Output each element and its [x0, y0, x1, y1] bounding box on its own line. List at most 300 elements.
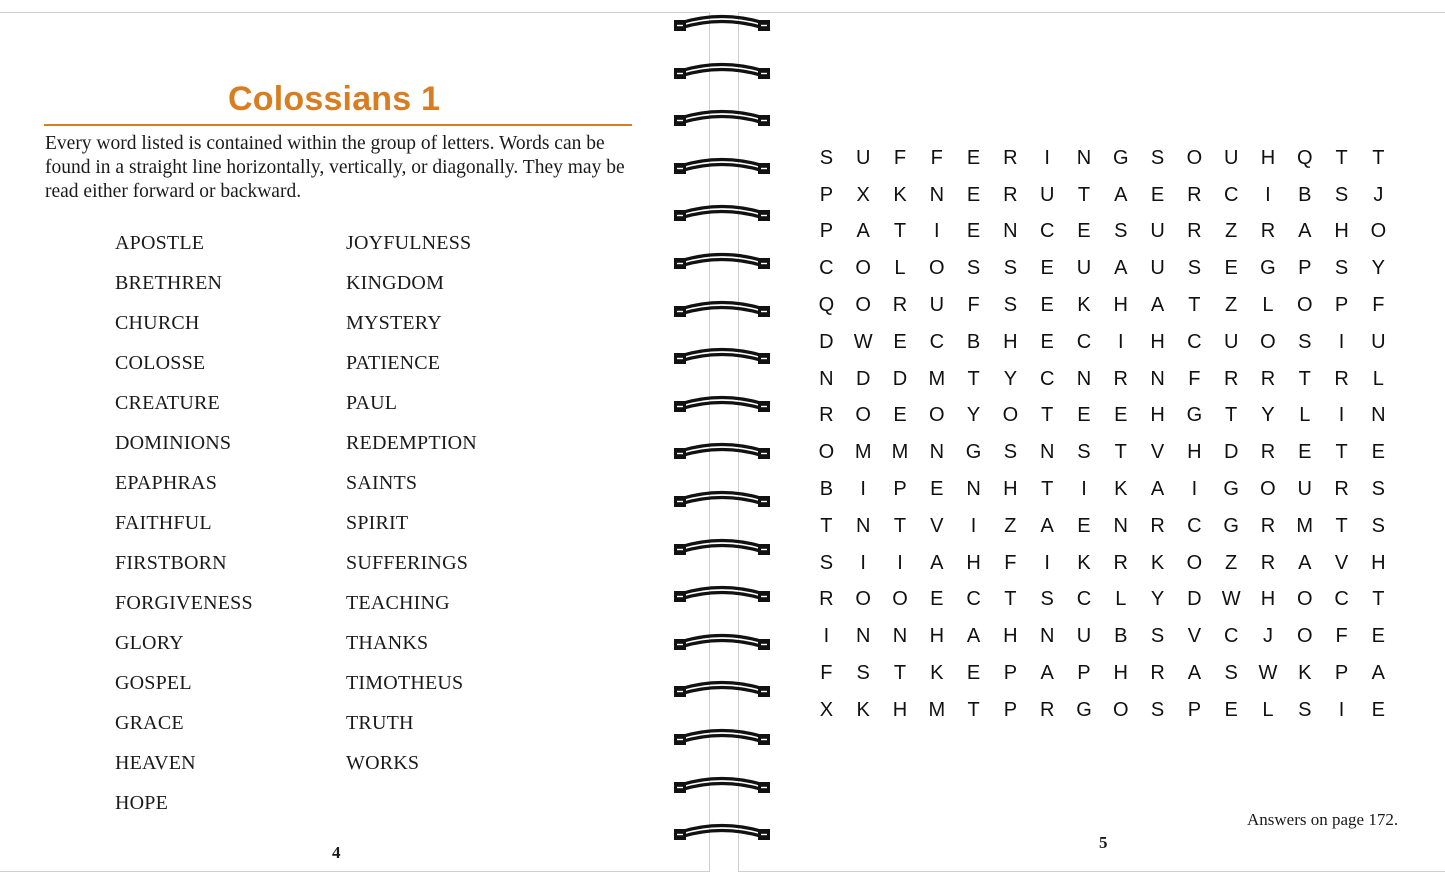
grid-letter: F: [1004, 551, 1017, 574]
word-list-item: JOYFULNESS: [346, 232, 472, 254]
grid-letter: F: [893, 146, 907, 169]
grid-letter: V: [1334, 551, 1349, 574]
grid-letter: S: [966, 257, 981, 280]
grid-letter: J: [1262, 625, 1273, 648]
grid-letter: O: [1186, 551, 1203, 574]
grid-letter: N: [1039, 625, 1055, 648]
grid-letter: S: [1334, 257, 1349, 280]
word-list-item: TRUTH: [346, 712, 414, 734]
grid-letter: C: [1076, 330, 1092, 353]
grid-letter: H: [892, 698, 908, 721]
grid-letter: H: [1003, 625, 1018, 648]
grid-letter: E: [893, 330, 907, 353]
grid-letter: H: [1150, 330, 1165, 353]
grid-letter: O: [1260, 478, 1276, 501]
grid-letter: V: [930, 514, 944, 537]
grid-letter: A: [966, 625, 981, 648]
grid-letter: I: [934, 220, 940, 243]
grid-letter: S: [1003, 294, 1018, 317]
grid-letter: D: [1223, 441, 1239, 464]
grid-letter: A: [1298, 220, 1312, 243]
grid-letter: R: [1187, 183, 1202, 206]
grid-letter: C: [1187, 514, 1202, 537]
grid-letter: E: [966, 220, 981, 243]
grid-letter: K: [893, 183, 907, 206]
grid-letter: G: [1223, 478, 1239, 501]
grid-letter: S: [1040, 588, 1054, 611]
grid-letter: H: [1003, 330, 1018, 353]
grid-letter: G: [1223, 514, 1239, 537]
spiral-binding-ring-icon: [674, 252, 770, 274]
word-list-item: CHURCH: [115, 312, 200, 334]
grid-letter: I: [823, 625, 830, 648]
grid-letter: P: [1334, 294, 1349, 317]
grid-letter: R: [1260, 441, 1276, 464]
grid-letter: E: [1077, 220, 1091, 243]
grid-letter: E: [1371, 441, 1386, 464]
spiral-binding-ring-icon: [674, 442, 770, 464]
grid-letter: U: [1297, 478, 1312, 501]
word-list-item: BRETHREN: [115, 272, 223, 294]
grid-letter: I: [970, 514, 977, 537]
grid-letter: V: [1187, 625, 1202, 648]
grid-letter: O: [892, 588, 908, 611]
grid-letter: G: [1186, 404, 1203, 427]
grid-letter: N: [929, 441, 945, 464]
grid-letter: W: [1221, 588, 1241, 611]
grid-letter: U: [1076, 257, 1092, 280]
grid-letter: M: [891, 441, 909, 464]
grid-letter: A: [1150, 478, 1165, 501]
spiral-binding-ring-icon: [674, 204, 770, 226]
grid-letter: O: [1186, 146, 1203, 169]
grid-letter: A: [1150, 294, 1165, 317]
grid-letter: E: [1077, 404, 1091, 427]
grid-letter: R: [1113, 551, 1128, 574]
grid-letter: S: [1224, 662, 1238, 685]
grid-letter: S: [1334, 183, 1349, 206]
grid-letter: O: [1296, 625, 1313, 648]
page-title: Colossians 1: [228, 80, 441, 118]
grid-letter: N: [1039, 441, 1055, 464]
grid-letter: D: [819, 330, 834, 353]
grid-letter: S: [1003, 257, 1018, 280]
grid-letter: S: [1371, 478, 1386, 501]
grid-letter: N: [966, 478, 981, 501]
grid-letter: T: [1114, 441, 1127, 464]
grid-letter: H: [1334, 220, 1349, 243]
spiral-binding-ring-icon: [674, 62, 770, 84]
grid-letter: R: [892, 294, 908, 317]
grid-letter: R: [1260, 551, 1276, 574]
grid-letter: S: [856, 662, 870, 685]
grid-letter: N: [1076, 146, 1092, 169]
grid-letter: G: [1112, 146, 1129, 169]
grid-letter: Z: [1225, 220, 1238, 243]
grid-letter: P: [1003, 662, 1018, 685]
grid-letter: X: [856, 183, 870, 206]
grid-letter: U: [1150, 257, 1165, 280]
grid-letter: K: [1150, 551, 1165, 574]
grid-letter: U: [1371, 330, 1386, 353]
page-number-right: 5: [1099, 833, 1108, 852]
grid-letter: E: [966, 662, 981, 685]
grid-letter: E: [1040, 294, 1054, 317]
grid-letter: P: [893, 478, 907, 501]
grid-letter: E: [1077, 514, 1091, 537]
grid-letter: O: [1112, 698, 1129, 721]
grid-letter: I: [1265, 183, 1271, 206]
spiral-binding-ring-icon: [674, 728, 770, 750]
grid-letter: F: [930, 146, 943, 169]
grid-letter: F: [1188, 367, 1201, 390]
grid-letter: A: [1298, 551, 1312, 574]
grid-letter: H: [966, 551, 981, 574]
grid-letter: T: [967, 698, 980, 721]
grid-letter: F: [967, 294, 980, 317]
grid-letter: X: [819, 698, 834, 721]
spiral-binding-ring-icon: [674, 157, 770, 179]
grid-letter: L: [1372, 367, 1384, 390]
grid-letter: T: [893, 220, 907, 243]
word-list-item: GOSPEL: [115, 672, 192, 694]
grid-letter: T: [967, 367, 980, 390]
spiral-binding: [674, 14, 770, 874]
grid-letter: I: [1081, 478, 1087, 501]
grid-letter: S: [819, 146, 834, 169]
grid-letter: M: [854, 441, 872, 464]
grid-letter: K: [930, 662, 944, 685]
grid-letter: C: [1187, 330, 1202, 353]
word-list-item: SAINTS: [346, 472, 418, 494]
word-list-item: HOPE: [115, 792, 169, 814]
spiral-binding-ring-icon: [674, 109, 770, 131]
grid-letter: T: [1335, 514, 1348, 537]
grid-letter: Y: [1003, 367, 1018, 390]
grid-letter: I: [1044, 146, 1050, 169]
grid-letter: R: [1260, 367, 1276, 390]
word-list-item: PAUL: [346, 392, 398, 414]
grid-letter: U: [929, 294, 945, 317]
grid-letter: O: [818, 441, 835, 464]
grid-letter: C: [929, 330, 945, 353]
grid-letter: C: [1039, 367, 1055, 390]
grid-letter: N: [892, 625, 908, 648]
spiral-binding-ring-icon: [674, 490, 770, 512]
grid-letter: Y: [1150, 588, 1165, 611]
grid-letter: A: [1114, 183, 1128, 206]
word-list-item: FAITHFUL: [115, 512, 212, 534]
grid-letter: U: [1150, 220, 1165, 243]
grid-letter: U: [1223, 330, 1239, 353]
grid-letter: A: [1114, 257, 1128, 280]
spiral-binding-ring-icon: [674, 585, 770, 607]
grid-letter: R: [819, 588, 834, 611]
grid-letter: N: [819, 367, 834, 390]
grid-letter: N: [1113, 514, 1128, 537]
word-list-item: SPIRIT: [346, 512, 409, 534]
grid-letter: I: [860, 478, 866, 501]
grid-letter: S: [1077, 441, 1091, 464]
grid-letter: K: [1077, 294, 1091, 317]
grid-letter: M: [928, 698, 946, 721]
grid-letter: I: [1338, 404, 1345, 427]
grid-letter: O: [1296, 294, 1313, 317]
spiral-binding-ring-icon: [674, 823, 770, 845]
word-list-item: DOMINIONS: [115, 432, 232, 454]
grid-letter: R: [1113, 367, 1128, 390]
grid-letter: T: [893, 662, 907, 685]
word-list-item: REDEMPTION: [346, 432, 477, 454]
grid-letter: Z: [1225, 294, 1238, 317]
grid-letter: O: [929, 257, 945, 280]
word-list-column-2: [346, 229, 477, 789]
grid-letter: F: [820, 662, 833, 685]
grid-letter: R: [1150, 514, 1165, 537]
grid-letter: S: [1298, 698, 1312, 721]
word-list-item: MYSTERY: [346, 312, 442, 334]
grid-letter: P: [1077, 662, 1091, 685]
grid-letter: E: [930, 478, 944, 501]
grid-letter: P: [819, 220, 834, 243]
grid-letter: O: [855, 294, 871, 317]
grid-letter: O: [855, 404, 871, 427]
grid-letter: D: [855, 367, 871, 390]
grid-letter: O: [929, 404, 945, 427]
word-list-item: HEAVEN: [115, 752, 196, 774]
word-list-item: CREATURE: [115, 392, 220, 414]
word-list-item: EPAPHRAS: [115, 472, 218, 494]
grid-letter: S: [1114, 220, 1128, 243]
grid-letter: R: [1334, 367, 1349, 390]
grid-letter: T: [1041, 478, 1054, 501]
word-list-item: APOSTLE: [115, 232, 205, 254]
grid-letter: S: [1298, 330, 1312, 353]
answers-note: Answers on page 172.: [1247, 810, 1399, 829]
grid-letter: F: [1335, 625, 1348, 648]
grid-letter: K: [1114, 478, 1128, 501]
grid-letter: N: [1003, 220, 1018, 243]
grid-letter: I: [897, 551, 903, 574]
grid-letter: S: [1150, 698, 1165, 721]
spiral-binding-ring-icon: [674, 680, 770, 702]
grid-letter: R: [1334, 478, 1349, 501]
grid-letter: R: [1260, 220, 1276, 243]
spiral-binding-ring-icon: [674, 347, 770, 369]
grid-letter: R: [1003, 146, 1018, 169]
grid-letter: S: [1003, 441, 1018, 464]
word-list-item: GRACE: [115, 712, 184, 734]
grid-letter: U: [1076, 625, 1092, 648]
grid-letter: A: [1040, 514, 1054, 537]
grid-letter: O: [1296, 588, 1313, 611]
grid-letter: S: [1150, 146, 1165, 169]
grid-letter: H: [1003, 478, 1018, 501]
grid-letter: I: [1117, 330, 1124, 353]
grid-letter: E: [1040, 330, 1054, 353]
grid-letter: E: [1114, 404, 1128, 427]
grid-letter: T: [893, 514, 907, 537]
grid-letter: Y: [966, 404, 981, 427]
word-list-item: WORKS: [346, 752, 420, 774]
word-list-item: KINGDOM: [346, 272, 445, 294]
grid-letter: H: [929, 625, 945, 648]
grid-letter: H: [1260, 588, 1276, 611]
grid-letter: I: [1044, 551, 1050, 574]
grid-letter: O: [1260, 330, 1276, 353]
grid-letter: N: [855, 514, 871, 537]
grid-letter: A: [1040, 662, 1054, 685]
word-list-item: GLORY: [115, 632, 184, 654]
grid-letter: N: [1076, 367, 1092, 390]
grid-letter: W: [853, 330, 873, 353]
spiral-binding-ring-icon: [674, 395, 770, 417]
grid-letter: K: [1298, 662, 1312, 685]
grid-letter: L: [1262, 698, 1274, 721]
grid-letter: T: [1372, 588, 1385, 611]
title-divider: [44, 124, 632, 126]
grid-letter: G: [1076, 698, 1092, 721]
word-search-grid: [808, 140, 1397, 729]
grid-letter: O: [855, 257, 871, 280]
spiral-binding-ring-icon: [674, 776, 770, 798]
grid-letter: O: [1002, 404, 1019, 427]
grid-letter: K: [856, 698, 870, 721]
grid-letter: A: [930, 551, 944, 574]
grid-letter: B: [1298, 183, 1312, 206]
grid-letter: E: [1298, 441, 1312, 464]
grid-letter: H: [1113, 294, 1128, 317]
grid-letter: H: [1113, 662, 1128, 685]
grid-letter: C: [1223, 625, 1239, 648]
grid-letter: D: [1187, 588, 1202, 611]
grid-letter: P: [1298, 257, 1312, 280]
instructions-text: Every word listed is contained within the group of letters. Words can be found in a straight line horizontally, vertically, or diagonally. They may be read either forward or backward.: [45, 133, 625, 202]
grid-letter: H: [1150, 404, 1165, 427]
grid-letter: L: [1115, 588, 1127, 611]
grid-letter: E: [966, 146, 981, 169]
grid-letter: T: [1335, 146, 1348, 169]
grid-letter: I: [1338, 330, 1345, 353]
grid-letter: S: [1150, 625, 1165, 648]
word-list-item: TEACHING: [346, 592, 450, 614]
grid-letter: A: [856, 220, 870, 243]
spiral-binding-ring-icon: [674, 300, 770, 322]
grid-letter: C: [1334, 588, 1349, 611]
grid-letter: T: [1004, 588, 1017, 611]
grid-letter: C: [819, 257, 834, 280]
grid-letter: T: [1335, 441, 1348, 464]
grid-letter: R: [1260, 514, 1276, 537]
grid-letter: N: [855, 625, 871, 648]
grid-letter: U: [855, 146, 871, 169]
word-list-item: FIRSTBORN: [115, 552, 227, 574]
grid-letter: Z: [1225, 551, 1238, 574]
grid-letter: U: [1039, 183, 1055, 206]
grid-letter: U: [1223, 146, 1239, 169]
grid-letter: L: [894, 257, 906, 280]
grid-letter: I: [1191, 478, 1198, 501]
grid-letter: T: [1188, 294, 1201, 317]
grid-letter: S: [1187, 257, 1202, 280]
word-list-item: FORGIVENESS: [115, 592, 253, 614]
grid-letter: R: [1003, 183, 1018, 206]
grid-letter: W: [1258, 662, 1278, 685]
grid-letter: E: [1224, 257, 1238, 280]
grid-letter: R: [1039, 698, 1055, 721]
grid-letter: K: [1077, 551, 1091, 574]
grid-letter: R: [819, 404, 834, 427]
grid-letter: L: [1299, 404, 1311, 427]
grid-letter: P: [1187, 698, 1202, 721]
grid-letter: B: [966, 330, 981, 353]
grid-letter: P: [1003, 698, 1018, 721]
grid-letter: L: [1262, 294, 1274, 317]
grid-letter: T: [1298, 367, 1311, 390]
grid-letter: T: [1225, 404, 1238, 427]
grid-letter: E: [1040, 257, 1054, 280]
word-list-item: SUFFERINGS: [346, 552, 469, 574]
grid-letter: E: [966, 183, 981, 206]
grid-letter: E: [1371, 698, 1386, 721]
grid-letter: G: [1260, 257, 1276, 280]
grid-letter: H: [1260, 146, 1276, 169]
grid-letter: Z: [1004, 514, 1017, 537]
grid-letter: D: [892, 367, 908, 390]
grid-letter: B: [1114, 625, 1128, 648]
grid-letter: F: [1372, 294, 1385, 317]
grid-letter: Q: [818, 294, 835, 317]
grid-letter: I: [860, 551, 866, 574]
spiral-binding-ring-icon: [674, 633, 770, 655]
grid-letter: T: [1077, 183, 1091, 206]
grid-letter: H: [1371, 551, 1386, 574]
grid-letter: T: [820, 514, 833, 537]
grid-letter: E: [1224, 698, 1238, 721]
grid-letter: E: [893, 404, 907, 427]
grid-letter: A: [1371, 662, 1386, 685]
spiral-binding-ring-icon: [674, 538, 770, 560]
grid-letter: H: [1187, 441, 1202, 464]
grid-letter: V: [1150, 441, 1165, 464]
grid-letter: M: [928, 367, 946, 390]
grid-letter: R: [1223, 367, 1239, 390]
word-list-item: TIMOTHEUS: [346, 672, 464, 694]
grid-letter: Q: [1296, 146, 1313, 169]
grid-letter: S: [819, 551, 834, 574]
grid-letter: C: [1039, 220, 1055, 243]
word-list-item: PATIENCE: [346, 352, 441, 374]
grid-letter: Y: [1371, 257, 1386, 280]
grid-letter: N: [1371, 404, 1386, 427]
grid-letter: O: [855, 588, 871, 611]
grid-letter: E: [1150, 183, 1165, 206]
grid-letter: N: [929, 183, 945, 206]
grid-letter: T: [1041, 404, 1054, 427]
grid-letter: S: [1371, 514, 1386, 537]
grid-letter: C: [1223, 183, 1239, 206]
grid-letter: Y: [1261, 404, 1275, 427]
grid-letter: T: [1372, 146, 1385, 169]
page-number-left: 4: [332, 843, 341, 862]
grid-letter: E: [1371, 625, 1386, 648]
grid-letter: M: [1296, 514, 1314, 537]
grid-letter: E: [930, 588, 944, 611]
grid-letter: I: [1338, 698, 1345, 721]
spiral-binding-ring-icon: [674, 14, 770, 36]
grid-letter: R: [1187, 220, 1202, 243]
grid-letter: A: [1187, 662, 1202, 685]
